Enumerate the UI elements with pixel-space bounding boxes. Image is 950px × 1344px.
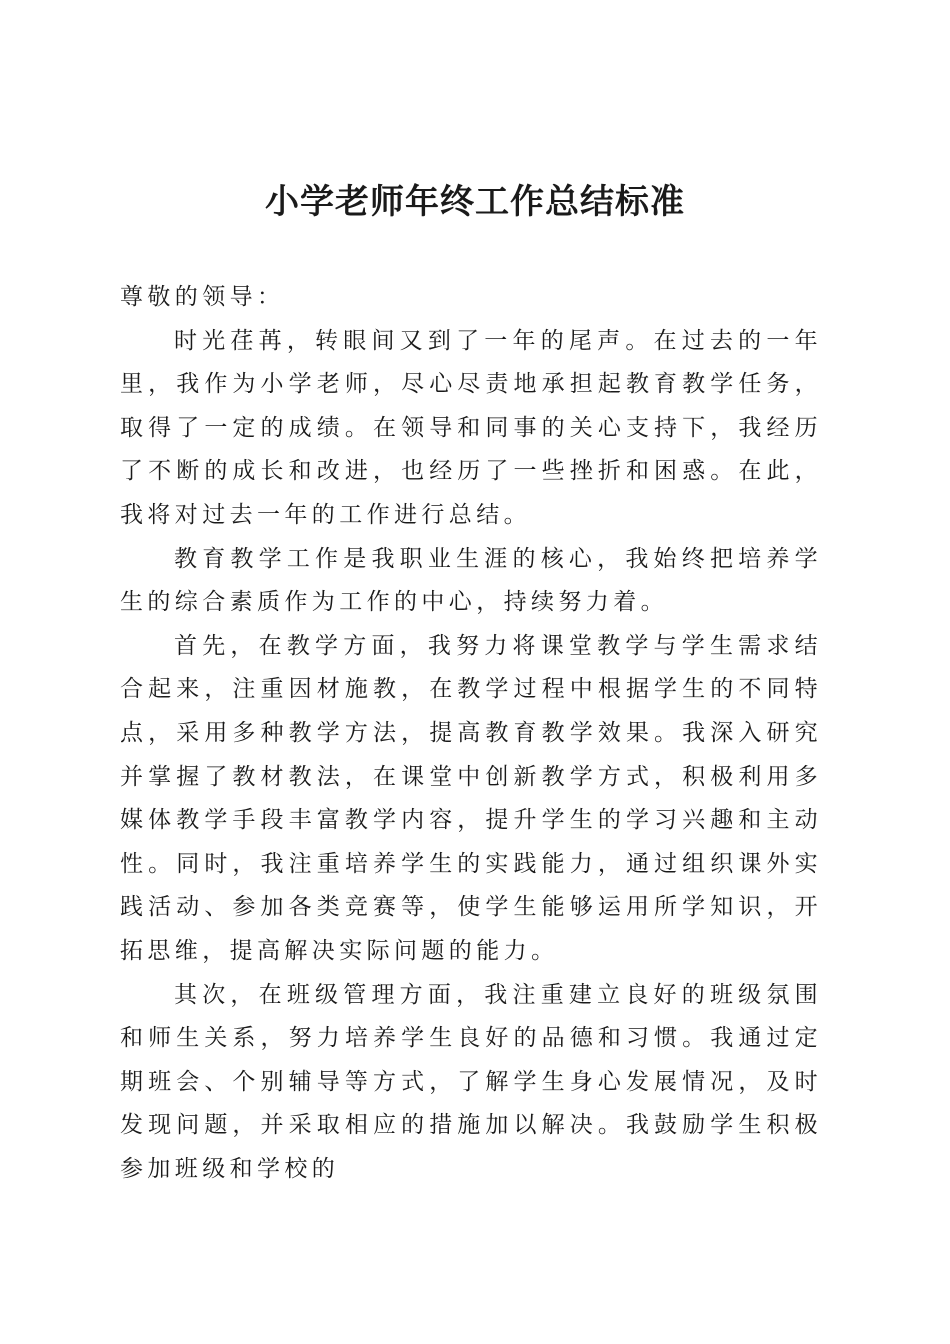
salutation: 尊敬的领导： xyxy=(120,284,285,310)
paragraph-intro: 时光荏苒，转眼间又到了一年的尾声。在过去的一年里，我作为小学老师，尽心尽责地承担起教育教学任务，取得了一定的成绩。在领导和同事的关心支持下，我经历了不断的成长和改进，也经历了一些挫折和困惑。在此，我将对过去一年的工作进行总结。 xyxy=(120,327,822,528)
paragraph-teaching: 首先，在教学方面，我努力将课堂教学与学生需求结合起来，注重因材施教，在教学过程中根据学生的不同特点，采用多种教学方法，提高教育教学效果。我深入研究并掌握了教材教法，在课堂中创新教学方式，积极利用多媒体教学手段丰富教学内容，提升学生的学习兴趣和主动性。同时，我注重培养学生的实践能力，通过组织课外实践活动、参加各类竞赛等，使学生能够运用所学知识，开拓思维，提高解决实际问题的能力。 xyxy=(120,632,822,964)
paragraph-class-management: 其次，在班级管理方面，我注重建立良好的班级氛围和师生关系，努力培养学生良好的品德和习惯。我通过定期班会、个别辅导等方式，了解学生身心发展情况，及时发现问题，并采取相应的措施加以解决。我鼓励学生积极参加班级和学校的 xyxy=(120,981,822,1182)
document-body xyxy=(120,276,822,1191)
document-title: 小学老师年终工作总结标准 xyxy=(265,182,685,222)
paragraph-core: 教育教学工作是我职业生涯的核心，我始终把培养学生的综合素质作为工作的中心，持续努力着。 xyxy=(120,545,822,616)
